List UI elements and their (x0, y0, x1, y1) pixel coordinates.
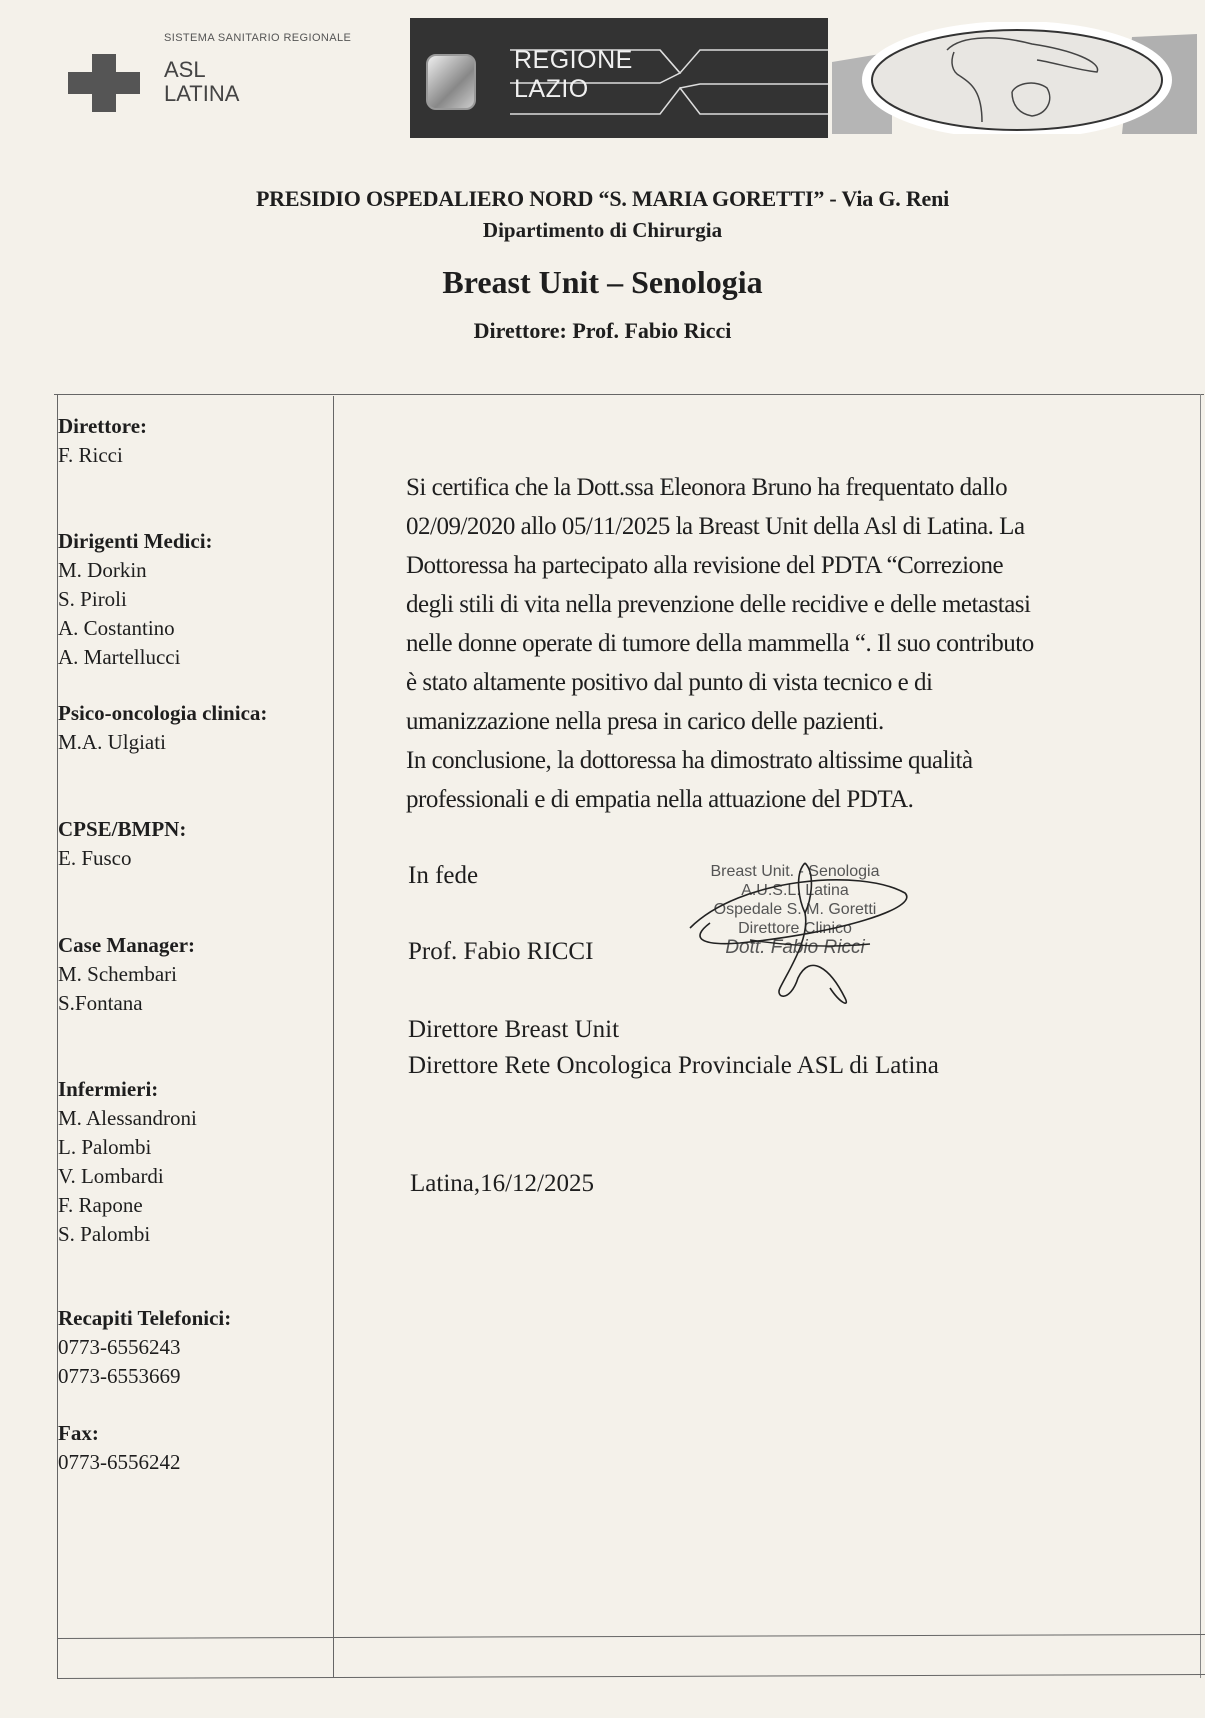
stamp-line: Direttore Clinico (738, 920, 852, 937)
region-line2: LAZIO (514, 75, 589, 103)
section-heading: Fax: (58, 1421, 99, 1445)
section-heading: Psico-oncologia clinica: (58, 701, 268, 725)
body-line: In conclusione, la dottoressa ha dimostrato altissime qualità (406, 747, 973, 774)
staff-name: V. Lombardi (58, 1164, 164, 1188)
staff-name: S. Palombi (58, 1222, 151, 1246)
section-heading: Recapiti Telefonici: (58, 1306, 232, 1330)
handwritten-signature (680, 858, 920, 1008)
signatory-name: Prof. Fabio RICCI (408, 938, 594, 965)
table-border-top (54, 394, 1204, 395)
body-line: Si certifica che la Dott.ssa Eleonora Bruno ha frequentato dallo (406, 474, 1008, 501)
staff-section-infermieri (58, 1075, 328, 1249)
department-title: Dipartimento di Chirurgia (482, 218, 723, 242)
body-line: umanizzazione nella presa in carico delle pazienti. (406, 708, 884, 735)
regione-lazio-logo (410, 18, 828, 138)
phone-number: 0773-6556243 (58, 1335, 181, 1359)
region-line1: REGIONE (514, 46, 633, 74)
staff-name: M. Dorkin (58, 558, 147, 582)
staff-name: M. Schembari (58, 962, 177, 986)
asl-name-line1: ASL (164, 57, 206, 82)
signatory-role-1: Direttore Breast Unit (408, 1016, 620, 1043)
certificate-body (406, 468, 1196, 819)
table-row-divider (57, 1634, 1205, 1639)
table-column-divider (333, 396, 334, 1678)
director-title: Direttore: Prof. Fabio Ricci (473, 318, 732, 343)
stamp-line: Ospedale S. M. Goretti (713, 901, 877, 918)
staff-name: F. Rapone (58, 1193, 143, 1217)
unit-title: Breast Unit – Senologia (442, 264, 763, 300)
body-line: professionali e di empatia nella attuazione del PDTA. (406, 786, 914, 813)
stamp-line: Breast Unit. - Senologia (710, 863, 880, 880)
staff-section-cpse (58, 815, 328, 873)
section-heading: Dirigenti Medici: (58, 529, 213, 553)
section-heading: CPSE/BMPN: (58, 817, 187, 841)
body-line: degli stili di vita nella prevenzione delle recidive e delle metastasi (406, 591, 1031, 618)
staff-name: M.A. Ulgiati (58, 730, 166, 754)
section-heading: Infermieri: (58, 1077, 159, 1101)
staff-section-recapiti (58, 1304, 328, 1391)
staff-name: M. Alessandroni (58, 1106, 197, 1130)
body-line: 02/09/2020 allo 05/11/2025 la Breast Unit della Asl di Latina. La (406, 513, 1025, 540)
staff-name: S.Fontana (58, 991, 143, 1015)
table-border-bottom (57, 1674, 1205, 1679)
staff-section-fax (58, 1419, 328, 1477)
stamp-line: Dott. Fabio Ricci (725, 937, 865, 958)
asl-name-line2: LATINA (164, 81, 240, 106)
lazio-emblem-icon (426, 54, 476, 110)
body-line: Dottoressa ha partecipato alla revisione del PDTA “Correzione (406, 552, 1004, 579)
section-heading: Direttore: (58, 414, 148, 438)
body-line: è stato altamente positivo dal punto di vista tecnico e di (406, 669, 933, 696)
staff-section-direttore (58, 412, 328, 470)
staff-name: F. Ricci (58, 443, 123, 467)
hospital-mother-child-logo (832, 22, 1197, 134)
asl-subtitle: SISTEMA SANITARIO REGIONALE (164, 32, 352, 44)
staff-name: A. Costantino (58, 616, 175, 640)
staff-section-dirigenti-medici (58, 527, 328, 672)
staff-name: A. Martellucci (58, 645, 181, 669)
staff-section-case-manager (58, 931, 328, 1018)
signatory-role-2: Direttore Rete Oncologica Provinciale ASL di Latina (408, 1052, 939, 1079)
hospital-title: PRESIDIO OSPEDALIERO NORD “S. MARIA GORETTI” - Via G. Reni (255, 186, 950, 211)
place-and-date: Latina,16/12/2025 (410, 1170, 594, 1197)
staff-section-psico-oncologia (58, 699, 328, 757)
stamp-line: A.U.S.L. Latina (741, 882, 849, 899)
phone-number: 0773-6553669 (58, 1364, 181, 1388)
table-border-right (1200, 394, 1201, 1678)
asl-cross-icon (68, 54, 140, 112)
closing: In fede (408, 862, 479, 889)
section-heading: Case Manager: (58, 933, 196, 957)
asl-logo-text (164, 58, 239, 106)
fax-number: 0773-6556242 (58, 1450, 181, 1474)
staff-name: S. Piroli (58, 587, 127, 611)
body-line: nelle donne operate di tumore della mammella “. Il suo contributo (406, 630, 1034, 657)
staff-name: E. Fusco (58, 846, 132, 870)
staff-name: L. Palombi (58, 1135, 152, 1159)
